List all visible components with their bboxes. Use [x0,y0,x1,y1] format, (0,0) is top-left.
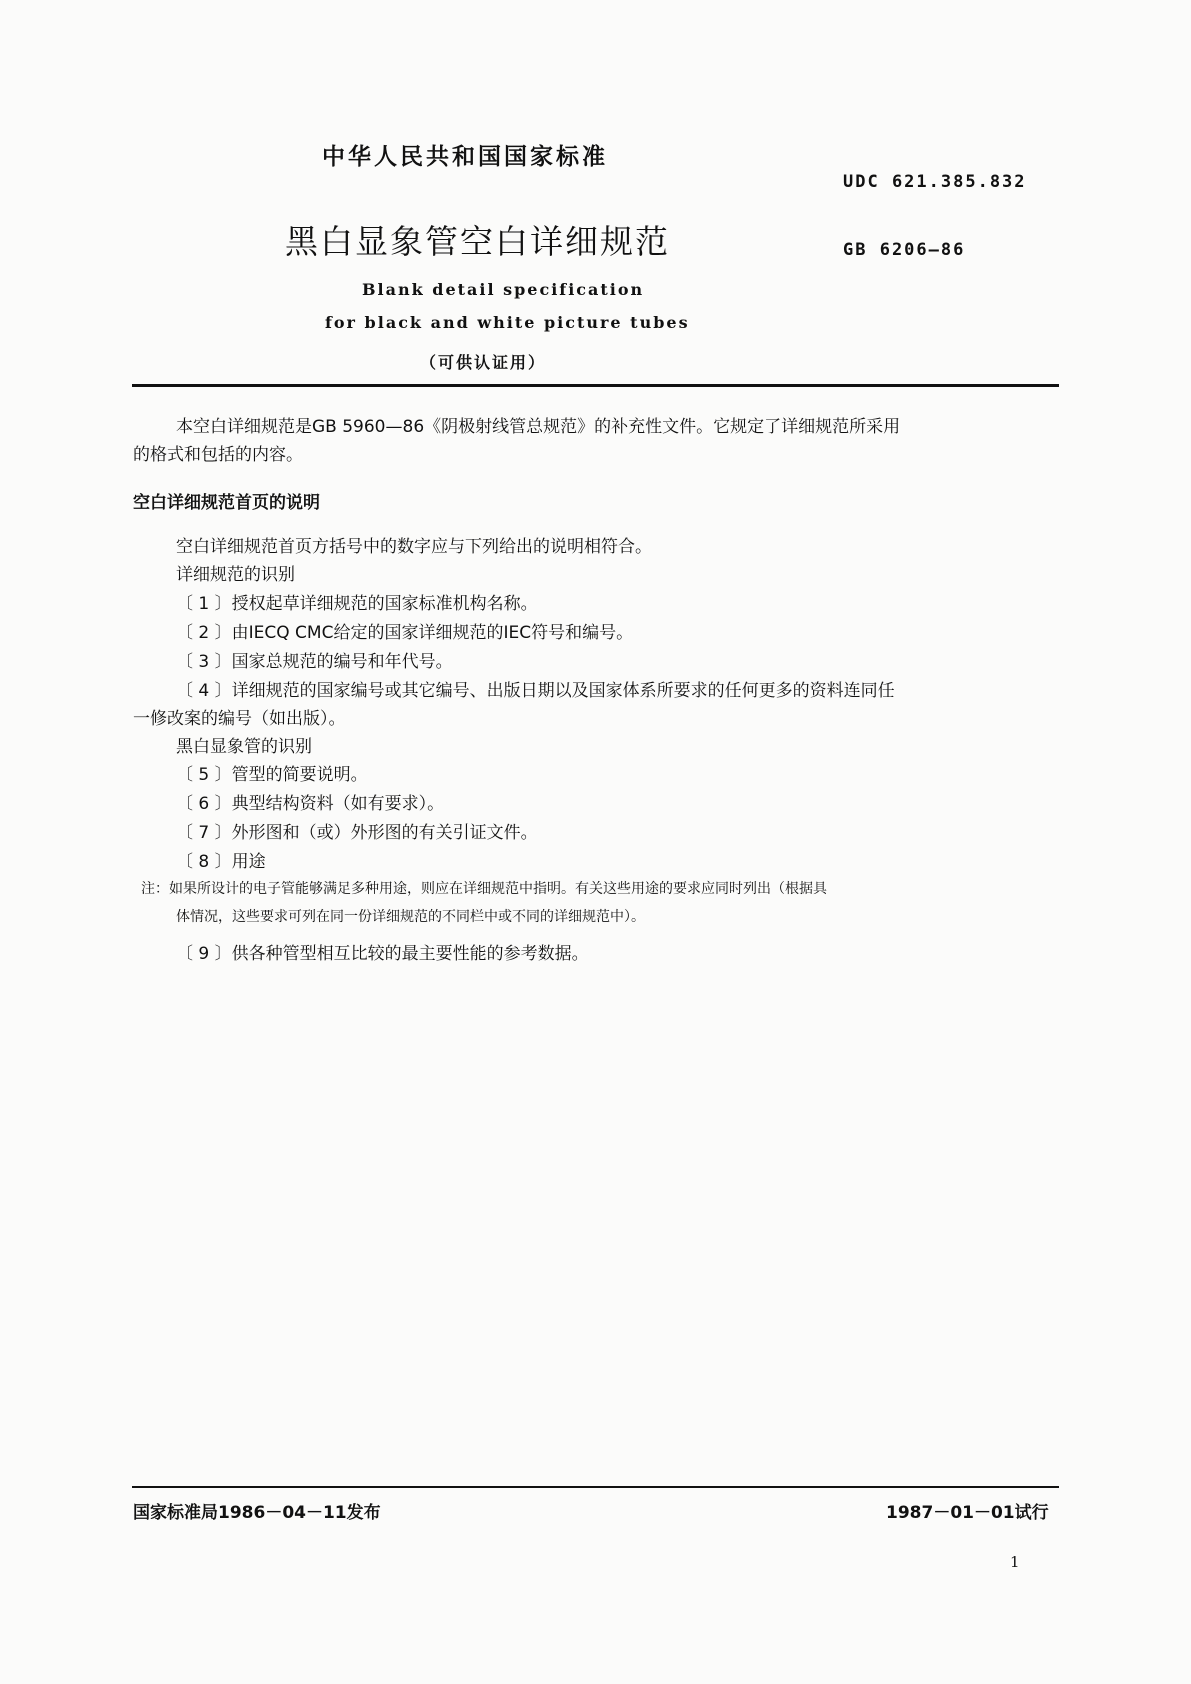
udc-number: UDC 621.385.832 [843,172,1027,192]
item-5: 〔 5 〕管型的简要说明。 [176,765,368,785]
gb-standard-number: GB 6206—86 [843,240,966,260]
page-number: 1 [1010,1553,1020,1571]
intro-paragraph-line1: 本空白详细规范是GB 5960—86《阴极射线管总规范》的补充性文件。它规定了详细规范所采用 [176,417,901,437]
item-4: 〔 4 〕详细规范的国家编号或其它编号、出版日期以及国家体系所要求的任何更多的资料连同任 [176,681,895,701]
intro-paragraph-line2: 的格式和包括的内容。 [133,445,303,465]
item-8: 〔 8 〕用途 [176,852,266,872]
item-7: 〔 7 〕外形图和（或）外形图的有关引证文件。 [176,823,538,843]
item-6: 〔 6 〕典型结构资料（如有要求）。 [176,794,445,814]
document-title-en-line1: Blank detail specification [362,280,645,299]
document-title-en-line2: for black and white picture tubes [325,313,690,332]
certification-note: （可供认证用） [420,353,547,372]
issue-date: 国家标准局1986－04－11发布 [133,1503,381,1523]
country-standard-heading: 中华人民共和国国家标准 [322,144,608,170]
instruction-line: 空白详细规范首页方括号中的数字应与下列给出的说明相符合。 [176,537,652,557]
trial-date: 1987－01－01试行 [886,1503,1049,1523]
subheading-tube-identification: 黑白显象管的识别 [176,737,312,757]
item-1: 〔 1 〕授权起草详细规范的国家标准机构名称。 [176,594,538,614]
item-9: 〔 9 〕供各种管型相互比较的最主要性能的参考数据。 [176,944,589,964]
item-3: 〔 3 〕国家总规范的编号和年代号。 [176,652,453,672]
item-4-continuation: 一修改案的编号（如出版）。 [133,709,346,729]
note-line1: 注：如果所设计的电子管能够满足多种用途，则应在详细规范中指明。有关这些用途的要求应同时列出（根据具 [141,881,827,897]
note-line2: 体情况，这些要求可列在同一份详细规范的不同栏中或不同的详细规范中）。 [176,909,645,925]
header-divider [132,384,1059,387]
section-heading: 空白详细规范首页的说明 [133,493,320,513]
footer-divider [132,1486,1059,1488]
subheading-detail-identification: 详细规范的识别 [176,565,295,585]
item-2: 〔 2 〕由IECQ CMC给定的国家详细规范的IEC符号和编号。 [176,623,634,643]
document-title-cn: 黑白显象管空白详细规范 [285,222,670,261]
